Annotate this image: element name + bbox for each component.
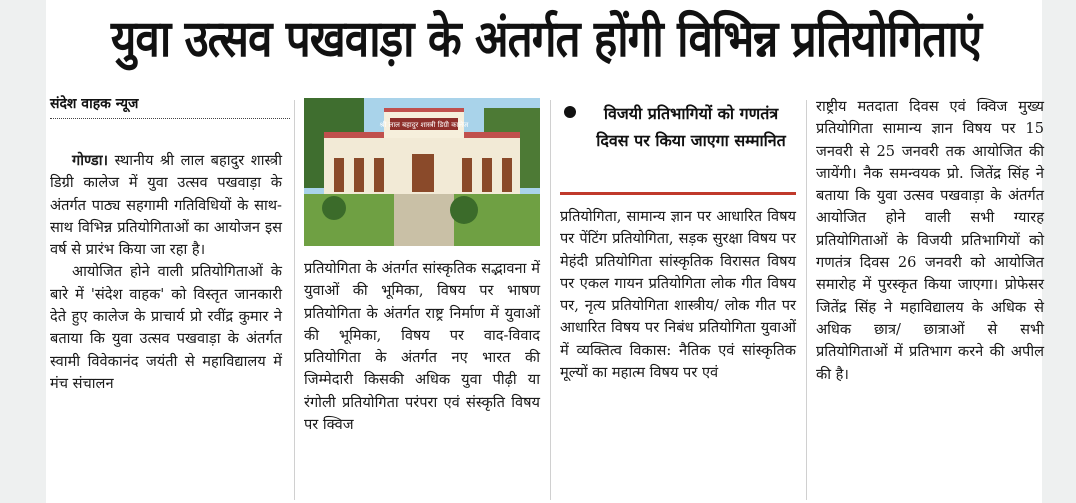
paragraph-5: राष्ट्रीय मतदाता दिवस एवं क्विज मुख्य प्रतियोगिता सामान्य ज्ञान विषय पर 15 जनवरी से 25 जनवरी तक आयोजित की जायेंगी। नैक समन्वयक प्रो. जितेंद्र सिंह ने बताया कि युवा उत्सव पखवाड़ा के अंतर्गत आयोजित होने वाली सभी ग्यारह प्रतियोगिताओं के विजयी प्रतिभागियों को गणतंत्र दिवस 26 जनवरी को आयोजित समारोह में पुरस्कृत किया जाएगा। प्रोफेसर जितेंद्र सिंह ने महाविद्यालय के अधिक से अधिक छात्र/ छात्राओं से सभी प्रतियोगिताओं में प्रतिभाग करने की अपील की है। xyxy=(816,98,1044,383)
page-margin-right xyxy=(1042,0,1076,503)
article-column-1 xyxy=(50,150,282,395)
paragraph-1 xyxy=(50,150,282,261)
college-sign: श्री लाल बहादुर शास्त्री डिग्री कालेज xyxy=(379,121,469,129)
dateline: गोण्डा। xyxy=(72,152,109,169)
column-divider xyxy=(550,100,551,500)
column-divider xyxy=(806,100,807,500)
paragraph-4: प्रतियोगिता, सामान्य ज्ञान पर आधारित विषय पर पेंटिंग प्रतियोगिता, सड़क सुरक्षा विषय पर मेहंदी प्रतियोगिता सांस्कृतिक विरासत विषय पर एकल गायन प्रतियोगिता लोक गीत विषय पर, नृत्य प्रतियोगिता शास्त्रीय/ लोक गीत पर आधारित विषय पर निबंध प्रतियोगिता युवाओं में व्यक्तित्व विकास: नैतिक एवं सांस्कृतिक मूल्यों का महात्म विषय पर एवं xyxy=(560,208,796,382)
paragraph-2: आयोजित होने वाली प्रतियोगिताओं के बारे में 'संदेश वाहक' को विस्तृत जानकारी देते हुए कालेज के प्राचार्य प्रो रवींद्र कुमार ने बताया कि युवा उत्सव पखवाड़ा के अंतर्गत स्वामी विवेकानंद जयंती से महाविद्यालय में मंच संचालन xyxy=(50,263,282,392)
paragraph-3: प्रतियोगिता के अंतर्गत सांस्कृतिक सद्भावना में युवाओं की भूमिका, विषय पर भाषण प्रतियोगिता के अंतर्गत राष्ट्र निर्माण में युवाओं की भूमिका, विषय पर वाद-विवाद प्रतियोगिता के अंतर्गत नए भारत की जिम्मेदारी किसकी अधिक युवा पीढ़ी या रंगोली प्रतियोगिता परंपरा एवं संस्कृति विषय पर क्विज xyxy=(304,260,540,434)
headline: युवा उत्सव पखवाड़ा के अंतर्गत होंगी विभिन्न प्रतियोगिताएं xyxy=(110,10,982,69)
byline: संदेश वाहक न्यूज xyxy=(50,96,139,112)
paragraph-1-text: स्थानीय श्री लाल बहादुर शास्त्री डिग्री कालेज में युवा उत्सव पखवाड़ा के अंतर्गत पाठ्य सहगामी गतिविधियों के साथ-साथ विभिन्न प्रतियोगिताओं का आयोजन इस वर्ष से प्रारंभ किया जा रहा है। xyxy=(50,152,282,259)
college-building-photo xyxy=(304,98,540,246)
subheading-box xyxy=(560,100,796,190)
article-column-4 xyxy=(816,96,1044,386)
page-margin-left xyxy=(0,0,46,503)
article-column-3 xyxy=(560,206,796,384)
bullet-icon xyxy=(564,106,576,118)
subheading-underline xyxy=(560,192,796,195)
college-building-image xyxy=(304,98,540,246)
byline-divider xyxy=(50,118,290,119)
column-divider xyxy=(294,100,295,500)
article-column-2 xyxy=(304,258,540,436)
subheading: विजयी प्रतिभागियों को गणतंत्र दिवस पर किया जाएगा सम्मानित xyxy=(596,104,786,150)
